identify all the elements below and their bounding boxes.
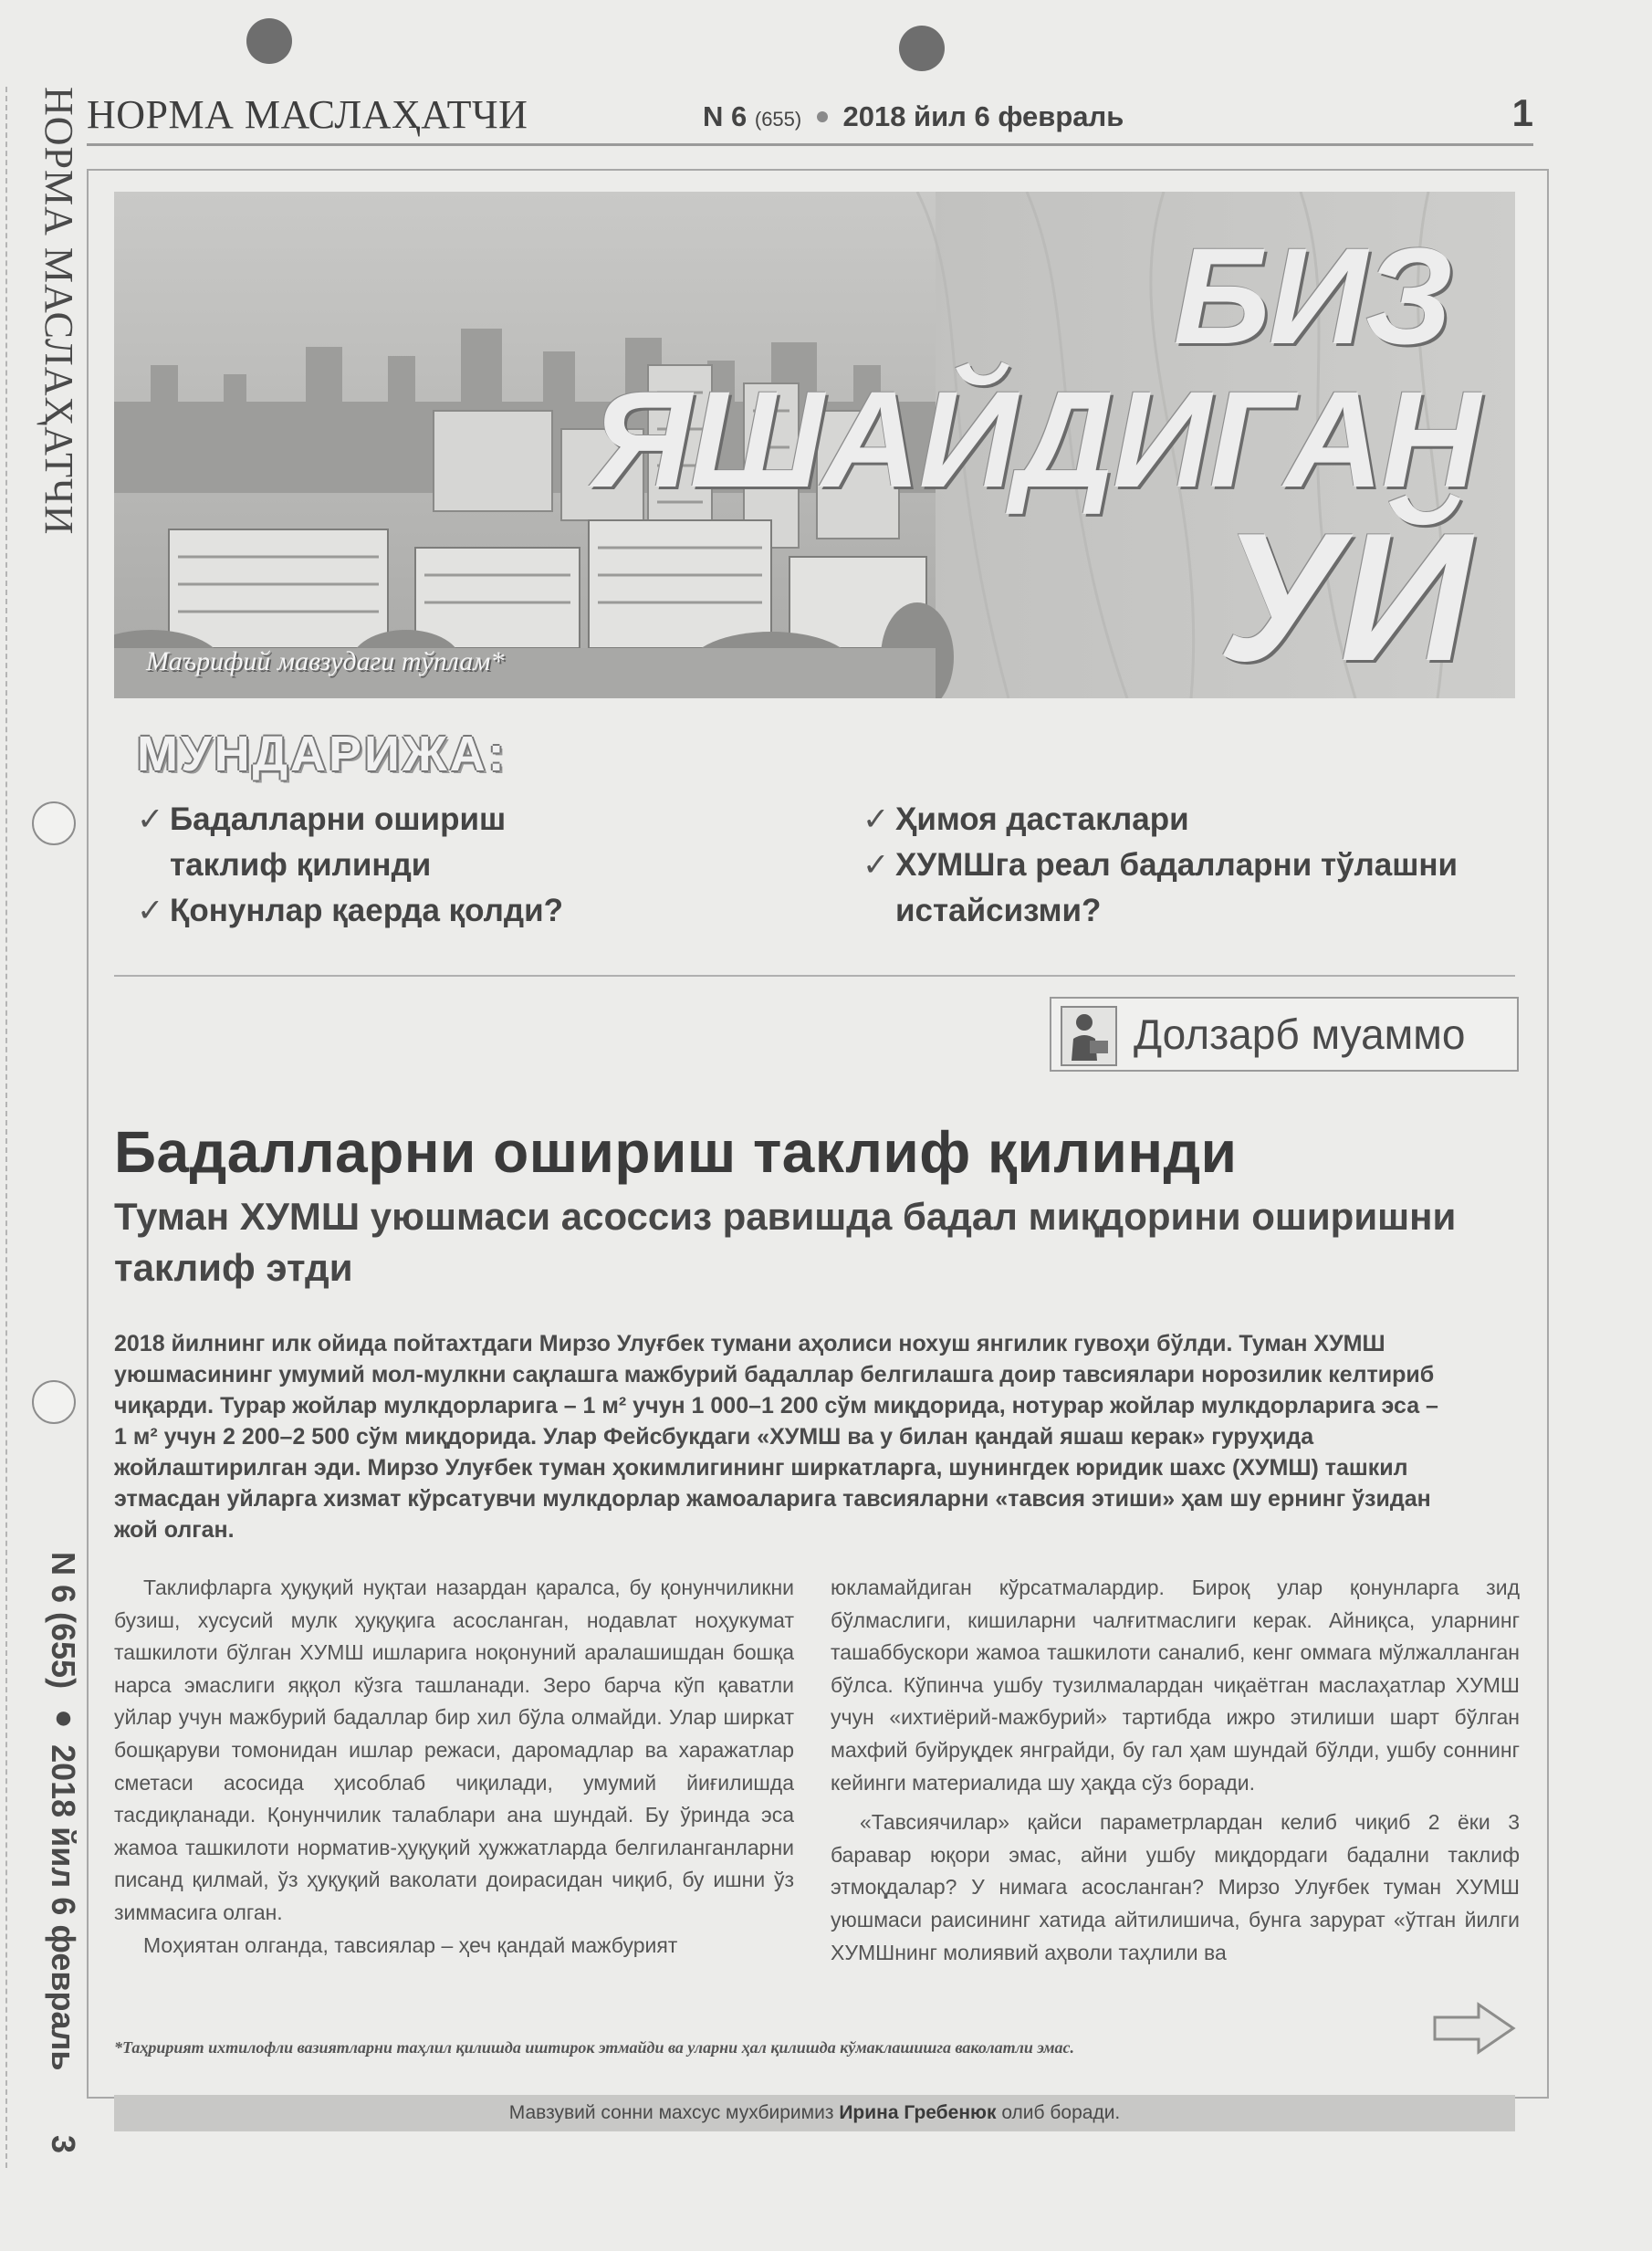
- toc-item-1[interactable]: [137, 797, 563, 843]
- footnote: *Таҳририят ихтилофли вазиятларни таҳлил қилишда иштирок этмайди ва уларни ҳал қилишда кўмаклашишга ваколатли эмас.: [114, 2038, 1075, 2057]
- article-headline: Бадалларни ошириш таклиф қилинди: [114, 1119, 1238, 1185]
- toc-left-column: [137, 797, 563, 934]
- paragraph: Моҳиятан олганда, тавсиялар – ҳеч қандай мажбурият: [143, 1932, 678, 1957]
- rubric-label: Долзарб муаммо: [1134, 1010, 1466, 1058]
- toc-right-column: [863, 797, 1458, 934]
- check-mark-icon: ✓: [863, 801, 890, 837]
- paragraph: Таклифларга ҳуқуқий нуқтаи назардан қаралса, бу қонунчиликни бузиш, хусусий мулк ҳуқуқига асосланган, нодавлат ноҳукумат ташкилоти бўлган ХУМШ ишларига ноқонуний аралашишдан бошқа нарса эмаслиги яққол кўзга ташланади. Зеро барча кўп қаватли уйлар учун мажбурий бадаллар бир хил бўла олмайди. Улар ширкат бошқаруви томонидан ишлар режаси, даромадлар ва харажатлар сметаси асосида ҳисоблаб чиқилади, умумий йиғилишда тасдиқланади. Қонунчилик талаблари ана шундай. Бу ўринда эса жамоа ташкилоти норматив-ҳуқуқий ҳужжатларда белгиланганларни писанд қилмай, ўз ҳуқуқий ваколати доирасидан чиқиб, бу ишни ўз зиммасига олган.: [114, 1576, 794, 1924]
- page-header: [87, 84, 1533, 146]
- check-mark-icon: ✓: [137, 893, 164, 928]
- check-mark-icon: ✓: [137, 801, 164, 837]
- arrow-right-icon[interactable]: [1431, 2001, 1518, 2056]
- contents-title: МУНДАРИЖА:: [137, 727, 507, 781]
- credit-author: Ирина Гребенюк: [839, 2102, 997, 2123]
- sidebar-page-number: 3: [45, 2134, 82, 2153]
- issue-serial: (655): [754, 108, 802, 131]
- check-mark-icon: ✓: [863, 847, 890, 883]
- binder-ring-top: [32, 801, 76, 845]
- paragraph: «Тавсиячилар» қайси параметрлардан келиб чиқиб 2 ёки 3 баравар юқори эмас, айни ушбу миқдордаги бадални таклиф этмоқдалар? У нимага асосланган? Мирзо Улуғбек туман ХУМШ уюшмаси раисининг хатида айтилишича, бунга зарурат «ўтган йилги ХУМШнинг молиявий аҳволи таҳлили ва: [831, 1810, 1520, 1964]
- paragraph: юкламайдиган кўрсатмалардир. Бироқ улар қонунларга зид бўлмаслиги, кишиларни чалғитмаслиги керак. Айниқса, уларнинг ташаббускори жамоа ташкилоти саналиб, кенг оммага мўлжалланган бўлса. Кўпинча ушбу тузилмалардан чиқаётган маслаҳатлар ХУМШ учун «ихтиёрий-мажбурий» тартибда ижро этилиши шарт бўлган махфий буйруқдек янграйди, бу гал ҳам шундай бўлди, ушбу соннинг кейинги материалида шу ҳақда сўз боради.: [831, 1576, 1520, 1795]
- toc-item-3[interactable]: [863, 797, 1458, 843]
- issue-date: 2018 йил 6 февраль: [842, 100, 1124, 132]
- issue-number: N 6: [703, 100, 748, 132]
- article-column-1: [114, 1572, 794, 1962]
- toc-item-2-line1: Қонунлар қаерда қолди?: [170, 893, 564, 928]
- credit-suffix: олиб боради.: [1001, 2102, 1121, 2123]
- toc-item-4[interactable]: [863, 843, 1458, 888]
- banner-title-line1: БИЗ: [1173, 219, 1451, 372]
- brand-title: НОРМА МАСЛАҲАТЧИ: [87, 92, 528, 137]
- binder-ring-bottom: [32, 1380, 76, 1424]
- credit-prefix: Мавзувий сонни махсус мухбиримиз: [508, 2102, 834, 2123]
- section-divider: [114, 975, 1515, 977]
- article-column-2: [831, 1572, 1520, 1969]
- toc-item-4-line1: ХУМШга реал бадалларни тўлашни: [895, 847, 1459, 883]
- credit-bar: [114, 2095, 1515, 2131]
- bullet-dot-icon: [817, 111, 828, 122]
- cover-banner: [114, 192, 1515, 698]
- toc-item-3-line1: Ҳимоя дастаклари: [895, 801, 1189, 837]
- punch-hole-right: [899, 26, 945, 71]
- margin-guide: [5, 87, 7, 2168]
- rubric-box: [1050, 997, 1519, 1072]
- issue-info: [703, 100, 1124, 133]
- sidebar-publication-name: НОРМА МАСЛАҲАТЧИ: [37, 87, 81, 536]
- sidebar-issue-text: N 6 (655) ● 2018 йил 6 февраль: [45, 1552, 82, 2071]
- toc-item-4-line2: истайсизми?: [895, 893, 1102, 928]
- person-reading-icon: [1061, 1006, 1117, 1066]
- banner-title-line3: УЙ: [1218, 496, 1469, 698]
- banner-note: Маърифий мавзудаги тўплам*: [146, 646, 505, 676]
- sidebar-issue-line: [37, 1552, 82, 2191]
- article-subhead: Туман ХУМШ уюшмаси асоссиз равишда бадал миқдорини оширишни таклиф этди: [114, 1195, 1457, 1289]
- banner-title-line2: ЯШАЙДИГАН: [591, 362, 1479, 516]
- article-lead: 2018 йилнинг илк ойида пойтахтдаги Мирзо Улуғбек тумани аҳолиси нохуш янгилик гувоҳи бўлди. Туман ХУМШ уюшмасининг умумий мол-мулкни сақлашга мажбурий бадаллар белгилашга доир тавсиялари норозилик келтириб чиқарди. Турар жойлар мулкдорларига – 1 м² учун 1 000–1 200 сўм миқдорида, нотурар жойлар мулкдорларига эса – 1 м² учун 2 200–2 500 сўм миқдорида. Улар Фейсбукдаги «ХУМШ ва у билан қандай яшаш керак» гуруҳида жойлаштирилган эди. Мирзо Улуғбек туман ҳокимлигининг ширкатларга, шунингдек юридик шахс (ХУМШ) ташкил этмасдан уйларга хизмат кўрсатувчи мулкдорлар жамоаларига тавсияларни «тавсия этиши» ҳам шу ернинг ўзидан жой олган.: [114, 1331, 1438, 1543]
- toc-item-1-line2: таклиф қилинди: [170, 847, 432, 883]
- toc-item-1-line1: Бадалларни ошириш: [170, 801, 507, 837]
- punch-hole-left: [246, 18, 292, 64]
- page-number: 1: [1511, 91, 1533, 134]
- toc-item-2[interactable]: [137, 888, 563, 934]
